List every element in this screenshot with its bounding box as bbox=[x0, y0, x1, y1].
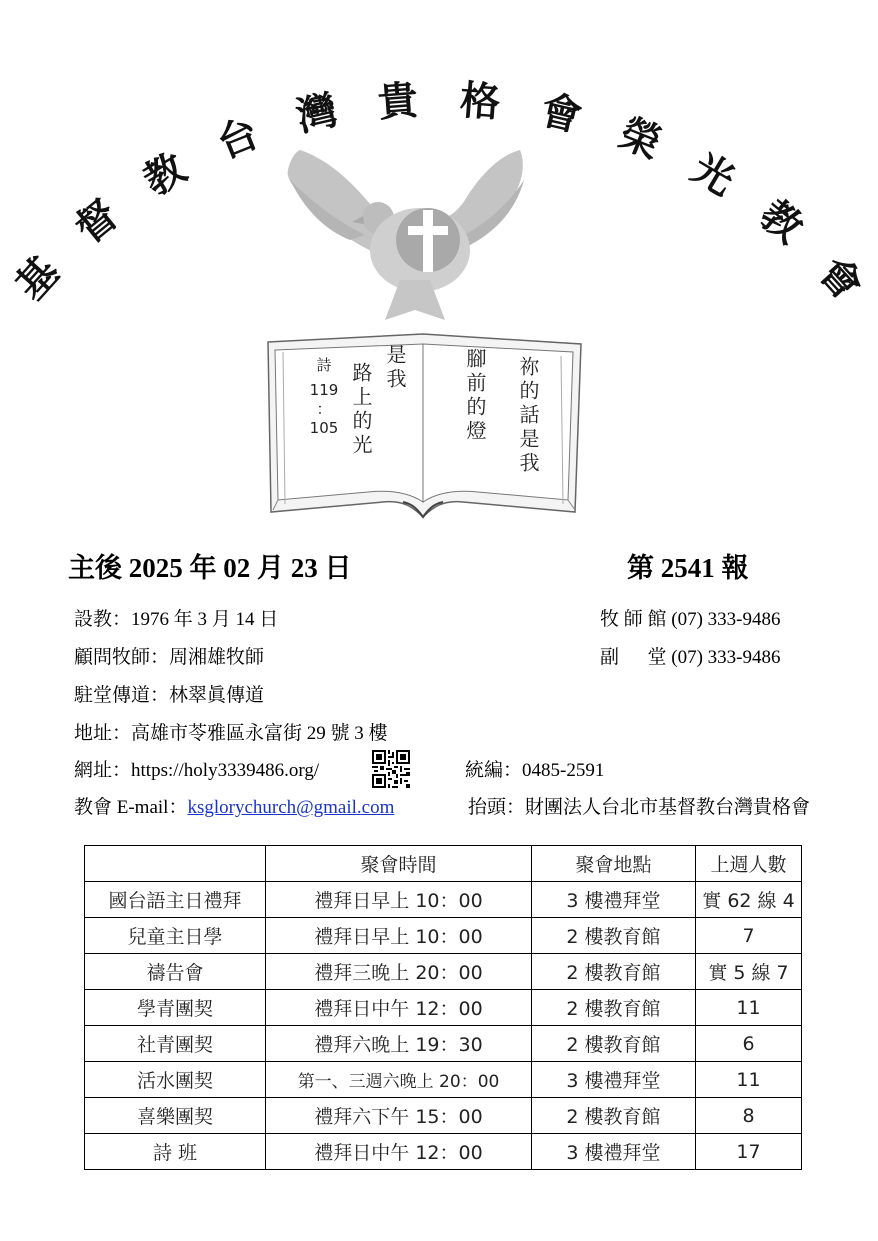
verse-ref-book: 詩 bbox=[316, 356, 332, 374]
meeting-time: 禮拜日中午 12：00 bbox=[266, 990, 532, 1026]
meeting-time: 禮拜三晚上 20：00 bbox=[266, 954, 532, 990]
email-link[interactable]: ksglorychurch@gmail.com bbox=[187, 797, 395, 818]
meeting-name: 活水團契 bbox=[85, 1062, 266, 1098]
title-char: 教 bbox=[135, 144, 194, 205]
resident-preacher-line bbox=[74, 685, 264, 707]
dove-cross-logo bbox=[280, 140, 530, 325]
attendance: 11 bbox=[696, 1062, 802, 1098]
title-char: 灣 bbox=[291, 86, 342, 141]
title-char: 會 bbox=[809, 247, 872, 309]
founded-line bbox=[74, 609, 278, 631]
meeting-name: 喜樂團契 bbox=[85, 1098, 266, 1134]
meeting-schedule-table bbox=[84, 845, 802, 1170]
header-meeting-place: 聚會地點 bbox=[532, 846, 696, 882]
website-line bbox=[74, 760, 319, 782]
attendance: 實 62 線 4 bbox=[696, 882, 802, 918]
meeting-place: 2 樓教育館 bbox=[532, 990, 696, 1026]
meeting-time: 禮拜日早上 10：00 bbox=[266, 918, 532, 954]
meeting-name: 社青團契 bbox=[85, 1026, 266, 1062]
email-label: 教會 E-mail： bbox=[74, 797, 188, 818]
resident-value: 林翠眞傳道 bbox=[169, 685, 265, 706]
meeting-place: 3 樓禮拜堂 bbox=[532, 1134, 696, 1170]
email-line bbox=[74, 797, 394, 819]
meeting-name: 詩 班 bbox=[85, 1134, 266, 1170]
verse-text-left-3: 是我 bbox=[383, 344, 407, 392]
meeting-name: 國台語主日禮拜 bbox=[85, 882, 266, 918]
meeting-place: 2 樓教育館 bbox=[532, 1098, 696, 1134]
tax-id-value: 0485-2591 bbox=[522, 760, 605, 781]
title-char: 榮 bbox=[612, 108, 668, 168]
title-char: 督 bbox=[66, 190, 128, 253]
title-char: 格 bbox=[458, 76, 502, 127]
table-row bbox=[85, 1026, 802, 1062]
receipt-heading-value: 財團法人台北市基督教台灣貴格會 bbox=[525, 797, 811, 818]
title-char: 基 bbox=[6, 247, 69, 309]
attendance: 實 5 線 7 bbox=[696, 954, 802, 990]
meeting-place: 2 樓教育館 bbox=[532, 918, 696, 954]
resident-label: 駐堂傳道： bbox=[74, 685, 170, 706]
bulletin-date: 主後 2025 年 02 月 23 日 bbox=[68, 553, 352, 583]
meeting-time: 禮拜日中午 12：00 bbox=[266, 1134, 532, 1170]
parsonage-phone-line bbox=[600, 609, 781, 631]
verse-ref-verse: 105 bbox=[309, 419, 339, 437]
table-row bbox=[85, 954, 802, 990]
verse-ref-colon: ： bbox=[316, 400, 332, 418]
advisor-label: 顧問牧師： bbox=[74, 647, 170, 668]
title-char: 會 bbox=[536, 86, 587, 141]
table-row bbox=[85, 1098, 802, 1134]
meeting-place: 3 樓禮拜堂 bbox=[532, 1062, 696, 1098]
meeting-time: 禮拜六晚上 19：30 bbox=[266, 1026, 532, 1062]
address-value: 高雄市苓雅區永富街 29 號 3 樓 bbox=[131, 723, 388, 744]
website-label: 網址： bbox=[74, 760, 132, 781]
meeting-place: 2 樓教育館 bbox=[532, 1026, 696, 1062]
attendance: 6 bbox=[696, 1026, 802, 1062]
table-row bbox=[85, 990, 802, 1026]
table-row bbox=[85, 882, 802, 918]
parsonage-label: 牧 師 館 bbox=[600, 609, 667, 630]
hall-label: 副 堂 bbox=[600, 647, 667, 668]
header-blank bbox=[85, 846, 266, 882]
meeting-place: 2 樓教育館 bbox=[532, 954, 696, 990]
meeting-time: 第一、三週六晚上 20：00 bbox=[266, 1062, 532, 1098]
title-char: 台 bbox=[210, 108, 266, 168]
verse-reference bbox=[309, 356, 339, 438]
attendance: 7 bbox=[696, 918, 802, 954]
meeting-time: 禮拜六下午 15：00 bbox=[266, 1098, 532, 1134]
verse-ref-chapter: 119 bbox=[309, 381, 339, 399]
hall-phone: (07) 333-9486 bbox=[671, 647, 781, 668]
founded-label: 設教： bbox=[74, 609, 132, 630]
verse-text-left-2: 路上的光 bbox=[349, 362, 373, 458]
founded-value: 1976 年 3 月 14 日 bbox=[131, 609, 279, 630]
table-row bbox=[85, 1062, 802, 1098]
title-char: 貴 bbox=[376, 76, 420, 127]
title-char: 教 bbox=[750, 190, 812, 253]
issue-number: 第 2541 報 bbox=[627, 553, 749, 583]
tax-id-label: 統編： bbox=[465, 760, 523, 781]
attendance: 8 bbox=[696, 1098, 802, 1134]
meeting-name: 禱告會 bbox=[85, 954, 266, 990]
attendance: 11 bbox=[696, 990, 802, 1026]
header-meeting-time: 聚會時間 bbox=[266, 846, 532, 882]
table-row bbox=[85, 1134, 802, 1170]
table-header-row bbox=[85, 846, 802, 882]
meeting-name: 學青團契 bbox=[85, 990, 266, 1026]
website-link[interactable]: https://holy3339486.org/ bbox=[131, 760, 320, 781]
address-line bbox=[74, 723, 388, 745]
hall-phone-line bbox=[600, 647, 781, 669]
meeting-name: 兒童主日學 bbox=[85, 918, 266, 954]
meeting-place: 3 樓禮拜堂 bbox=[532, 882, 696, 918]
header-last-week-attendance: 上週人數 bbox=[696, 846, 802, 882]
meeting-time: 禮拜日早上 10：00 bbox=[266, 882, 532, 918]
parsonage-phone: (07) 333-9486 bbox=[671, 609, 781, 630]
advisor-pastor-line bbox=[74, 647, 264, 669]
verse-text-right-2: 祢的話是我 bbox=[516, 356, 540, 476]
receipt-heading-line bbox=[468, 797, 810, 819]
title-char: 光 bbox=[684, 144, 743, 205]
verse-text-right-1: 腳前的燈 bbox=[463, 348, 487, 444]
receipt-heading-label: 抬頭： bbox=[468, 797, 526, 818]
tax-id-line bbox=[465, 760, 604, 782]
advisor-value: 周湘雄牧師 bbox=[169, 647, 265, 668]
qr-code[interactable] bbox=[372, 750, 410, 788]
table-row bbox=[85, 918, 802, 954]
attendance: 17 bbox=[696, 1134, 802, 1170]
address-label: 地址： bbox=[74, 723, 132, 744]
